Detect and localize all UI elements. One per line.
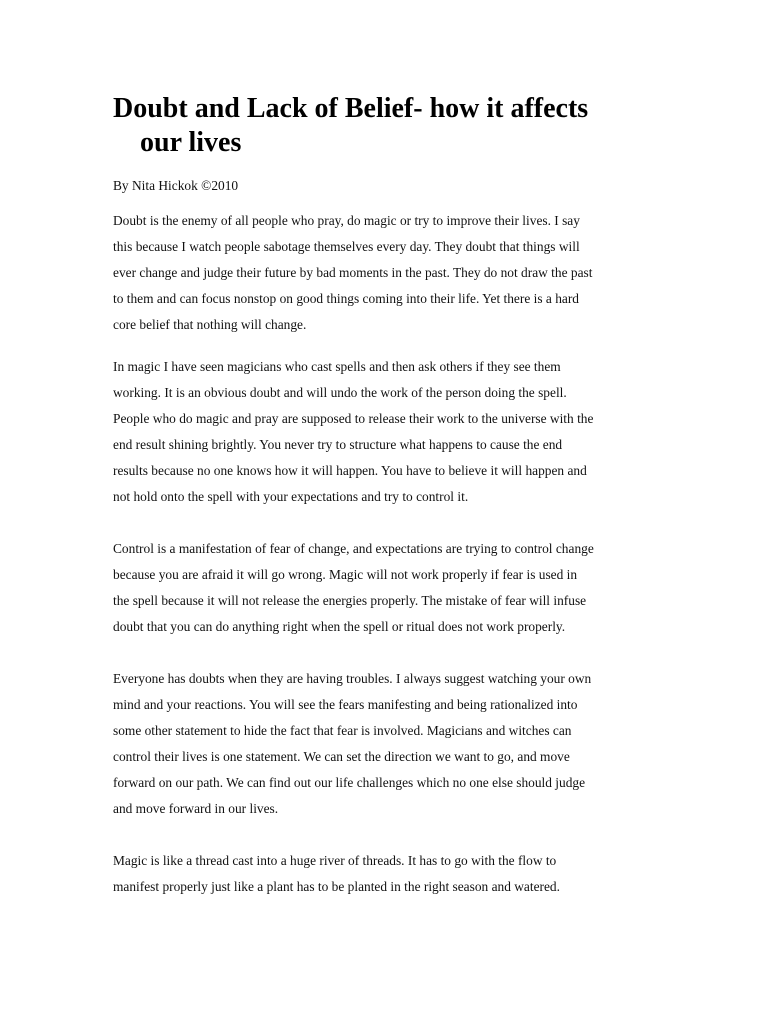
text-line: People who do magic and pray are supposed to release their work to the universe with the: [113, 411, 594, 426]
text-line: to them and can focus nonstop on good things coming into their life. Yet there is a hard: [113, 291, 579, 306]
text-line: mind and your reactions. You will see the fears manifesting and being rationalized into: [113, 697, 578, 712]
text-line: forward on our path. We can find out our life challenges which no one else should judge: [113, 775, 586, 790]
document-title: [113, 92, 673, 160]
text-line: this because I watch people sabotage themselves every day. They doubt that things will: [113, 239, 580, 254]
paragraph-1: [113, 208, 592, 338]
text-line: Everyone has doubts when they are having troubles. I always suggest watching your own: [113, 671, 592, 686]
text-line: manifest properly just like a plant has to be planted in the right season and watered.: [113, 879, 560, 894]
text-line: results because no one knows how it will happen. You have to believe it will happen and: [113, 463, 587, 478]
text-line: Control is a manifestation of fear of change, and expectations are trying to control change: [113, 541, 594, 556]
text-line: and move forward in our lives.: [113, 801, 279, 816]
text-line: control their lives is one statement. We can set the direction we want to go, and move: [113, 749, 570, 764]
byline: By Nita Hickok ©2010: [113, 178, 239, 193]
text-line: Magic is like a thread cast into a huge river of threads. It has to go with the flow to: [113, 853, 557, 868]
paragraph-2: [113, 354, 593, 510]
title-line-2: our lives: [140, 127, 242, 158]
paragraph-4: [113, 666, 591, 822]
text-line: In magic I have seen magicians who cast spells and then ask others if they see them: [113, 359, 561, 374]
title-line-1: Doubt and Lack of Belief- how it affects: [113, 93, 589, 124]
text-line: not hold onto the spell with your expectations and try to control it.: [113, 489, 469, 504]
paragraph-5: [113, 848, 560, 900]
text-line: some other statement to hide the fact that fear is involved. Magicians and witches can: [113, 723, 572, 738]
text-line: core belief that nothing will change.: [113, 317, 307, 332]
text-line: working. It is an obvious doubt and will undo the work of the person doing the spell.: [113, 385, 567, 400]
text-line: end result shining brightly. You never try to structure what happens to cause the end: [113, 437, 563, 452]
text-line: ever change and judge their future by bad moments in the past. They do not draw the past: [113, 265, 593, 280]
text-line: doubt that you can do anything right when the spell or ritual does not work properly.: [113, 619, 566, 634]
text-line: Doubt is the enemy of all people who pray, do magic or try to improve their lives. I say: [113, 213, 580, 228]
paragraph-3: [113, 536, 594, 640]
text-line: the spell because it will not release the energies properly. The mistake of fear will infuse: [113, 593, 587, 608]
text-line: because you are afraid it will go wrong. Magic will not work properly if fear is used in: [113, 567, 578, 582]
